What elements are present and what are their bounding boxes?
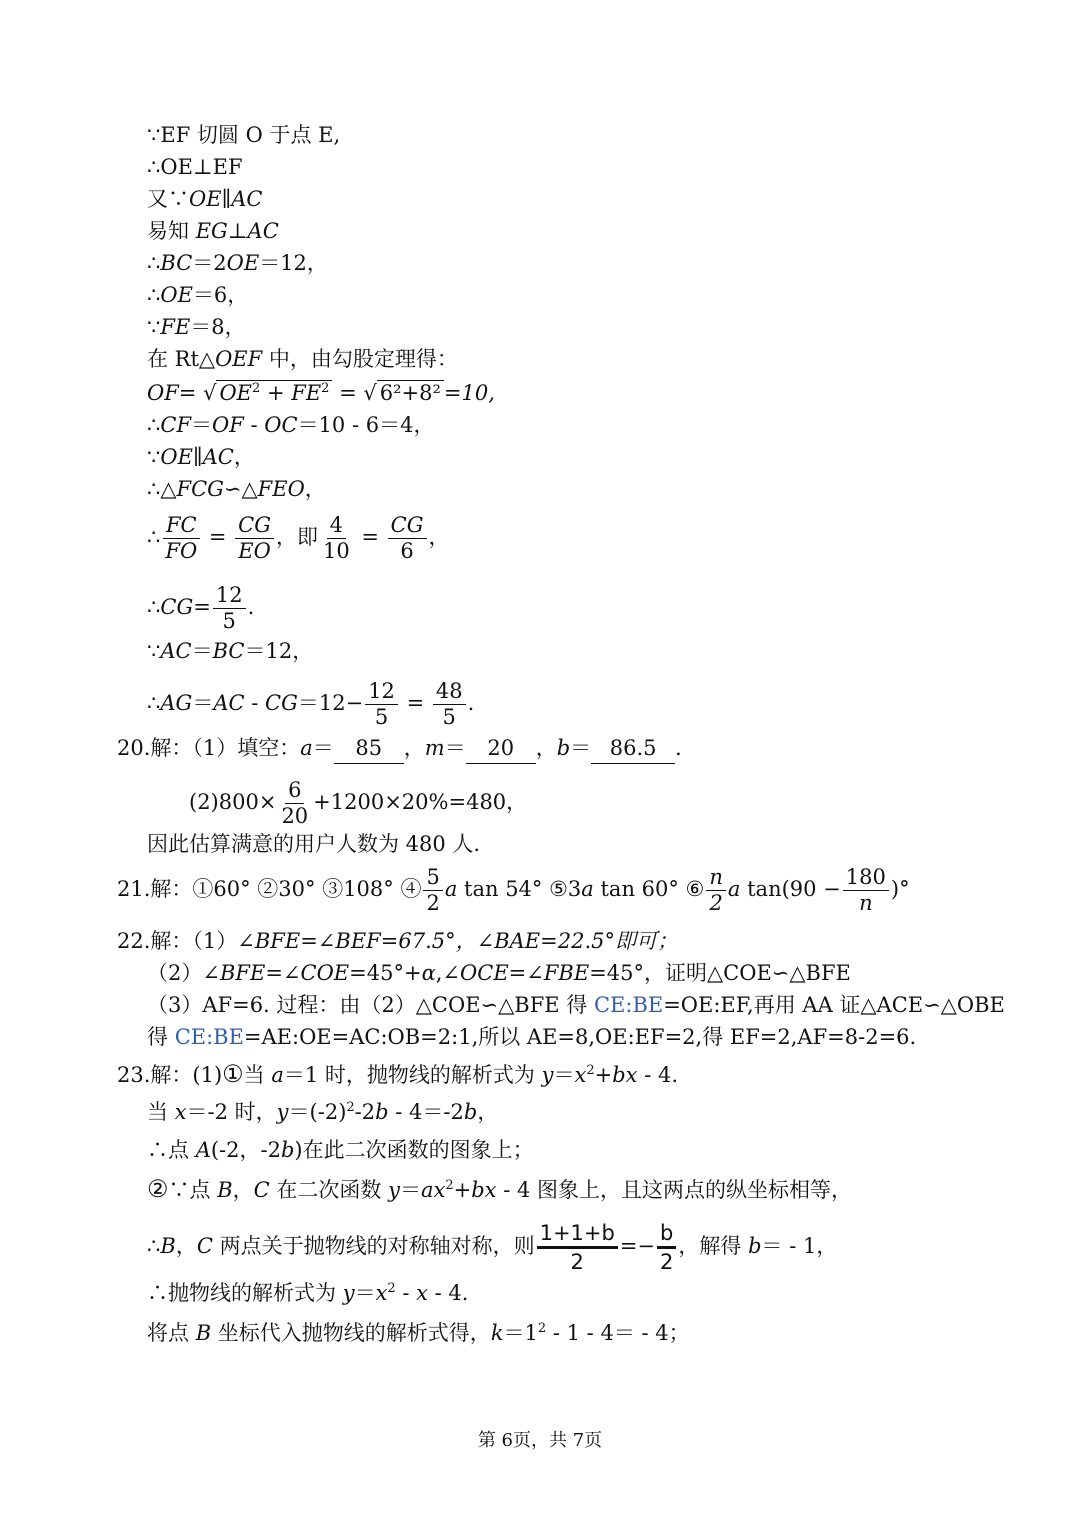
solution-line: ∴OE＝6， [147, 283, 249, 307]
q23-line: 将点 B 坐标代入抛物线的解析式得，$k=1^2 - 1 - 4= - 4$； [147, 1321, 690, 1345]
solution-line: ∴BC＝2OE＝12， [147, 251, 328, 275]
solution-line: 在 Rt△OEF 中，由勾股定理得： [147, 347, 458, 371]
pythagoras-line: OF= √ $OE^2 + FE^2$ = √ 6²+8² =10, [147, 381, 495, 405]
fraction: $\frac{n}{2}$ [706, 865, 726, 916]
fraction: $\frac{5}{2}$ [423, 865, 442, 916]
fraction: $\frac{6}{20}$ [281, 778, 309, 828]
q23-line: ∴B，C 两点关于抛物线的对称轴对称，则 $\frac{1+1+b}{2}$ =− $\frac{b}{2}$ ，解得 b＝ - 1， [147, 1221, 838, 1274]
solution-line: 又∵OE∥AC [147, 187, 263, 211]
solution-line: ∴CF＝OF - OC＝10 - 6＝4， [147, 413, 435, 437]
fraction: $\frac{CG}{EO}$ [235, 513, 274, 564]
q20-fill-blank: 20.解：（1）填空：a＝ 85 ，m＝ 20 ，b＝ 86.5 ． [117, 733, 696, 764]
ratio-line: ∴ $\frac{FC}{FO}$ = $\frac{CG}{EO}$ ，即 $\frac{4}{10}$ = $\frac{CG}{6}$ ， [147, 513, 450, 563]
q22-line: （2）∠BFE=∠COE=45°+α,∠OCE=∠FBE=45°，证明△COE∽△BFE [147, 961, 851, 985]
solution-line: ∵AC＝BC＝12， [147, 639, 314, 663]
fraction: $\frac{12}{5}$ [213, 583, 246, 634]
q22-line: 得 CE:BE=AE:OE=AC:OB=2:1,所以 AE=8,OE:EF=2,得 EF=2,AF=8-2=6. [147, 1025, 917, 1049]
fraction: $\frac{CG}{6}$ [388, 513, 427, 564]
solution-line: ∵EF 切圆 O 于点 E, [147, 123, 341, 147]
fraction: $\frac{12}{5}$ [365, 679, 398, 730]
q23-line: 当 x＝-2 时，$y=(-2)^2-2b - 4=-2b$， [147, 1100, 499, 1124]
fraction: $\frac{180}{n}$ [843, 865, 889, 916]
solution-line: ∴OE⊥EF [147, 155, 243, 179]
solution-line: ∴AG＝AC - CG＝12− $\frac{12}{5}$ = $\frac{48}{5}$ . [147, 679, 475, 729]
solution-line: ∵FE＝8， [147, 315, 246, 339]
q23-line: 23.解：(1)①当 a＝1 时，抛物线的解析式为 $y=x^2+bx - 4$. [117, 1060, 678, 1088]
fraction: $\frac{b}{2}$ [657, 1220, 676, 1275]
solution-line: ∵OE∥AC， [147, 445, 255, 469]
q23-line: ∴抛物线的解析式为 $y=x^2 - x - 4$. [147, 1281, 469, 1305]
q20-conclusion: 因此估算满意的用户人数为 480 人. [147, 832, 481, 856]
q22-line: 22.解：（1）∠BFE=∠BEF=67.5°，∠BAE=22.5°即可； [117, 929, 678, 953]
fraction: $\frac{FC}{FO}$ [162, 513, 200, 564]
solution-line: 易知 EG⊥AC [147, 219, 279, 243]
q20-calc: (2)800× $\frac{6}{20}$ +1200×20%=480， [189, 778, 528, 828]
page-footer: 第 6页，共 7页 [477, 1430, 603, 1451]
answer-blank-a: 85 [334, 733, 404, 764]
solution-line: ∴△FCG∽△FEO， [147, 477, 326, 501]
solution-line: ∴CG= $\frac{12}{5}$ . [147, 583, 255, 633]
fraction: $\frac{48}{5}$ [433, 679, 466, 730]
fraction: $\frac{1+1+b}{2}$ [537, 1220, 618, 1275]
q23-line: ∴点 A(-2，-2b)在此二次函数的图象上； [147, 1138, 534, 1162]
fraction: $\frac{4}{10}$ [322, 513, 350, 563]
q23-line: ②∵点 B，C 在二次函数 $y=ax^2+bx - 4$ 图象上，且这两点的纵坐标相等， [147, 1175, 852, 1203]
q21-answers: 21.解：①60° ②30° ③108° ④ $\frac{5}{2}$ a tan 54° ⑤3a tan 60° ⑥ $\frac{n}{2}$ a tan(90 − $\frac{180}{n}$ )° [117, 865, 910, 915]
q22-line: （3）AF=6. 过程：由（2）△COE∽△BFE 得 CE:BE=OE:EF,再用 AA 证△ACE∽△OBE [147, 993, 1005, 1017]
answer-blank-b: 86.5 [591, 733, 675, 764]
answer-blank-m: 20 [466, 733, 536, 764]
